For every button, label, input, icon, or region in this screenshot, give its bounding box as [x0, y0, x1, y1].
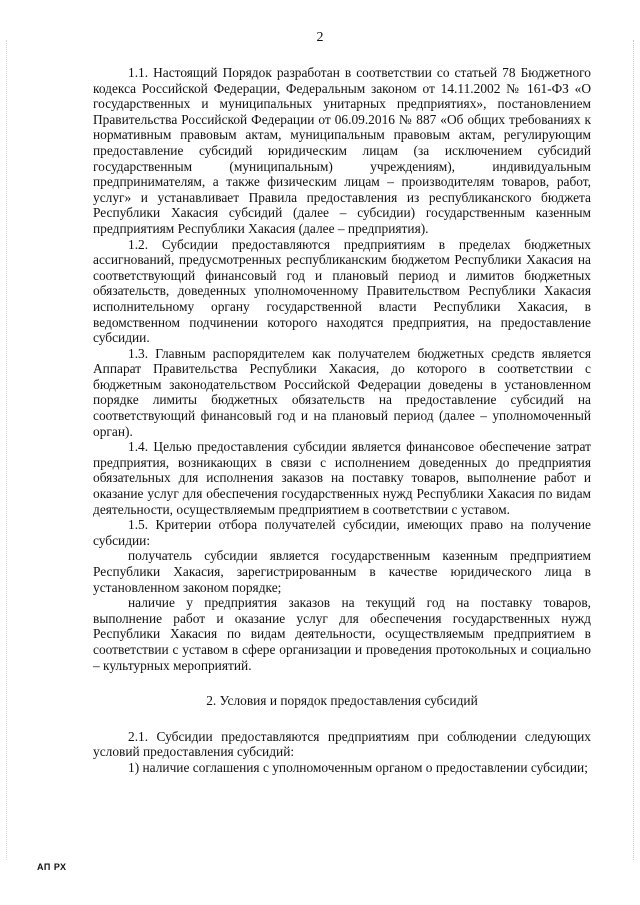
paragraph-1-2: 1.2. Субсидии предоставляются предприятиям в пределах бюджетных ассигнований, предусмотренных республиканским бюджетом Республики Хакасия на соответствующий финансовый год и плановый период и лимитов бюджетных обязательств, доведенных уполномоченному Правительством Республики Хакасия исполнительному органу государственной власти Республики Хакасия, в ведомственном подчинении которого находятся предприятия, на предоставление субсидии. — [93, 236, 591, 346]
document-body — [93, 65, 591, 776]
footer-code: АП РХ — [37, 862, 67, 872]
paragraph-1-5: 1.5. Критерии отбора получателей субсидии, имеющих право на получение субсидии: — [93, 517, 591, 548]
scan-edge-left — [6, 40, 8, 860]
scan-edge-right — [632, 40, 634, 860]
criterion-1: получатель субсидии является государственным казенным предприятием Республики Хакасия, зарегистрированным в качестве юридического лица в установленном законом порядке; — [93, 548, 591, 595]
paragraph-1-4: 1.4. Целью предоставления субсидии является финансовое обеспечение затрат предприятия, возникающих в связи с исполнением доведенных до предприятия обязательных для исполнения заказов на поставку товаров, выполнение работ и оказание услуг для обеспечения государственных нужд Республики Хакасия по видам деятельности, осуществляемым предприятием в соответствии с уставом. — [93, 439, 591, 517]
page-number: 2 — [316, 30, 324, 45]
paragraph-2-1: 2.1. Субсидии предоставляются предприятиям при соблюдении следующих условий предоставления субсидий: — [93, 728, 591, 760]
condition-1: 1) наличие соглашения с уполномоченным органом о предоставлении субсидии; — [128, 759, 588, 775]
criterion-2: наличие у предприятия заказов на текущий год на поставку товаров, выполнение работ и оказание услуг для обеспечения государственных нужд Республики Хакасия по видам деятельности, осуществляемым предприятием в соответствии с уставом в сфере организации и проведения протокольных и социально – культурных мероприятий. — [93, 595, 591, 673]
section-heading: 2. Условия и порядок предоставления субсидий — [206, 693, 478, 709]
paragraph-1-1: 1.1. Настоящий Порядок разработан в соответствии со статьей 78 Бюджетного кодекса Российской Федерации, Федеральным законом от 14.11.2002 № 161-ФЗ «О государственных и муниципальных унитарных предприятиях», постановлением Правительства Российской Федерации от 06.09.2016 № 887 «Об общих требованиях к нормативным правовым актам, муниципальным правовым актам, регулирующим предоставление субсидий юридическим лицам (за исключением субсидий государственным (муниципальным) учреждениям), индивидуальным предпринимателям, а также физическим лицам – производителям товаров, работ, услуг» и устанавливает Правила предоставления из республиканского бюджета Республики Хакасия субсидий (далее – субсидии) государственным казенным предприятиям Республики Хакасия (далее – предприятия). — [93, 65, 591, 236]
paragraph-1-3: 1.3. Главным распорядителем как получателем бюджетных средств является Аппарат Правительства Республики Хакасия, до которого в соответствии с бюджетным законодательством Российской Федерации доведены в установленном порядке лимиты бюджетных обязательств на предоставление субсидий на соответствующий финансовый год и на плановый период (далее – уполномоченный орган). — [93, 345, 591, 439]
